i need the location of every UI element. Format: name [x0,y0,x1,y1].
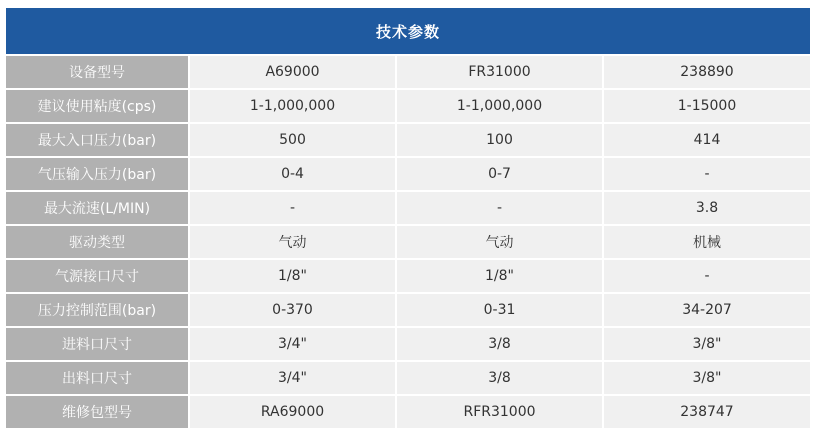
cell-value: 1-1,000,000 [189,89,396,123]
table-row [6,327,810,361]
cell-value: 238890 [603,56,810,89]
row-label: 气压输入压力(bar) [6,157,189,191]
row-label: 出料口尺寸 [6,361,189,395]
cell-value: 机械 [603,225,810,259]
row-label: 设备型号 [6,56,189,89]
row-label: 驱动类型 [6,225,189,259]
table-row [6,259,810,293]
cell-value: FR31000 [396,56,603,89]
cell-value: - [396,191,603,225]
row-label: 维修包型号 [6,395,189,428]
table-row [6,89,810,123]
cell-value: RFR31000 [396,395,603,428]
row-label: 气源接口尺寸 [6,259,189,293]
cell-value: 3/4" [189,361,396,395]
table-row [6,157,810,191]
cell-value: 500 [189,123,396,157]
cell-value: 1-15000 [603,89,810,123]
cell-value: A69000 [189,56,396,89]
spec-table-container [6,8,810,428]
row-label: 最大流速(L/MIN) [6,191,189,225]
cell-value: 3/8" [603,361,810,395]
cell-value: 3/8" [603,327,810,361]
cell-value: 1/8" [189,259,396,293]
table-title: 技术参数 [6,8,810,54]
cell-value: 0-4 [189,157,396,191]
cell-value: 100 [396,123,603,157]
cell-value: 气动 [189,225,396,259]
cell-value: - [603,259,810,293]
cell-value: 0-370 [189,293,396,327]
cell-value: 34-207 [603,293,810,327]
cell-value: 414 [603,123,810,157]
cell-value: 238747 [603,395,810,428]
table-row [6,56,810,89]
table-row [6,395,810,428]
cell-value: 0-31 [396,293,603,327]
table-row [6,361,810,395]
cell-value: 气动 [396,225,603,259]
cell-value: 3.8 [603,191,810,225]
cell-value: - [189,191,396,225]
cell-value: 3/8 [396,327,603,361]
cell-value: 3/4" [189,327,396,361]
cell-value: 3/8 [396,361,603,395]
row-label: 建议使用粘度(cps) [6,89,189,123]
cell-value: - [603,157,810,191]
row-label: 最大入口压力(bar) [6,123,189,157]
table-row [6,225,810,259]
cell-value: 1-1,000,000 [396,89,603,123]
table-row [6,191,810,225]
cell-value: RA69000 [189,395,396,428]
row-label: 压力控制范围(bar) [6,293,189,327]
table-row [6,123,810,157]
cell-value: 1/8" [396,259,603,293]
spec-table [6,56,810,428]
table-row [6,293,810,327]
row-label: 进料口尺寸 [6,327,189,361]
cell-value: 0-7 [396,157,603,191]
